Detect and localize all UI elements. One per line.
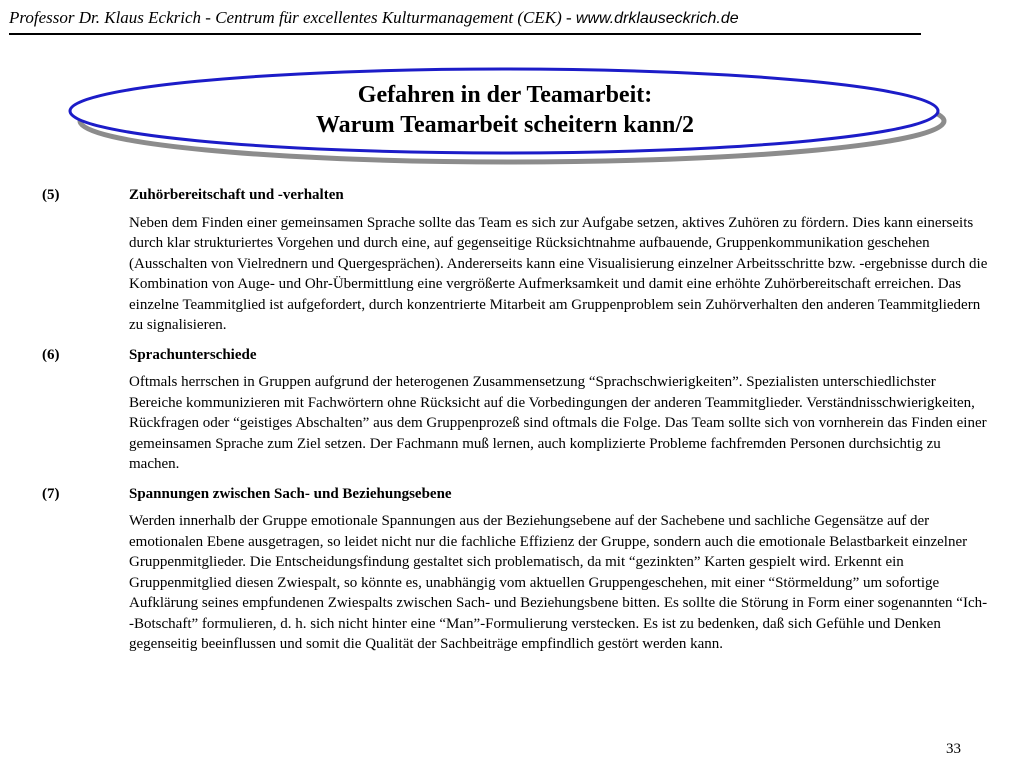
item-7 xyxy=(42,484,992,655)
header-divider xyxy=(9,33,921,35)
item-body: Oftmals herrschen in Gruppen aufgrund der heterogenen Zusammensetzung “Sprachschwierigkeiten”. Spezialisten unterschiedlichster Bereiche kommunizieren mit Fachwörtern ohne Rücksicht auf die Vorbedingungen der anderen Teammitglieder. Verständnisschwierigkeiten, Rückfragen oder “geistiges Abschalten” aus dem Gruppenprozeß sind oftmals die Folge. Das Team sollte sich von vornherein das Finden einer gemeinsamen Sprache zum Ziel setzen. Der Fachmann muß lernen, auch komplizierte Probleme fachfremden Personen durchsichtig zu machen. xyxy=(129,374,987,472)
header-organization: Professor Dr. Klaus Eckrich - Centrum für excellentes Kulturmanagement (CEK) xyxy=(9,8,562,27)
item-5 xyxy=(42,185,992,336)
item-heading: Spannungen zwischen Sach- und Beziehungsebene xyxy=(129,485,452,502)
item-body: Werden innerhalb der Gruppe emotionale Spannungen aus der Beziehungsebene auf der Sachebene und sachliche Gegensätze auf der emotionalen Ebene ausgetragen, so leidet nicht nur die fachliche Effizienz der Gruppe, sondern auch die emotionale Belastbarkeit einzelner Gruppenmitglieder. Die Entscheidungsfindung gestaltet sich problematisch, da mit “gezinkten” Karten gespielt wird. Erkennt ein Gruppenmitglied diesen Zwiespalt, so könnte es, unabhängig vom aktuellen Gruppengeschehen, mit einer “Störmeldung” um sofortige Aufklärung seines empfundenen Zwiespalts zwischen Sach- und Beziehungsbene bitten. Es sollte die Störung in Form einer sogenannten “Ich--Botschaft” formulieren, d. h. sich nicht hinter eine “Man”-Formulierung verstecken. Es ist zu bedenken, daß sich Gefühle und Denken gegenseitig beeinflussen und somit die Qualität der Sachbeiträge empfindlich gestört werden kann. xyxy=(129,513,988,652)
slide-content xyxy=(42,185,992,664)
item-number: (6) xyxy=(42,346,60,363)
item-number: (5) xyxy=(42,187,60,203)
item-heading: Sprachunterschiede xyxy=(129,346,257,363)
item-body: Neben dem Finden einer gemeinsamen Sprache sollte das Team es sich zur Aufgabe setzen, aktives Zuhören zu fördern. Dies kann einerseits durch klar strukturiertes Vorgehen und durch eine, auf gegenseitige Rücksichtnahme aufbauende, Gruppenkommunikation geschehen (Ausschalten von Vielrednern und Quergesprächen). Andererseits kann eine Visualisierung einzelner Arbeitsschritte bzw. -ergebnisse durch die Kombination von Auge- und Ohr-Übermittlung eine vergrößerte Aufmerksamkeit und damit eine erhöhte Zuhörbereitschaft erreichen. Das einzelne Teammitglied ist aufgefordert, durch konzentrierte Mitarbeit am Gruppenproblem sein Zuhörverhalten den anderen Teammitgliedern zu signalisieren. xyxy=(129,214,988,333)
title-line-2: Warum Teamarbeit scheitern kann/2 xyxy=(315,112,694,138)
item-heading-row xyxy=(42,484,992,505)
page-number: 33 xyxy=(946,741,961,757)
header-url-link[interactable]: www.drklauseckrich.de xyxy=(575,10,739,27)
item-heading-row xyxy=(42,185,992,206)
slide-title xyxy=(230,80,780,140)
header-separator: - xyxy=(561,8,576,27)
title-line-1: Gefahren in der Teamarbeit: xyxy=(357,82,653,108)
slide-header xyxy=(9,7,921,30)
item-heading-row xyxy=(42,345,992,366)
item-heading: Zuhörbereitschaft und -verhalten xyxy=(129,187,344,203)
item-number: (7) xyxy=(42,485,60,502)
item-6 xyxy=(42,345,992,475)
